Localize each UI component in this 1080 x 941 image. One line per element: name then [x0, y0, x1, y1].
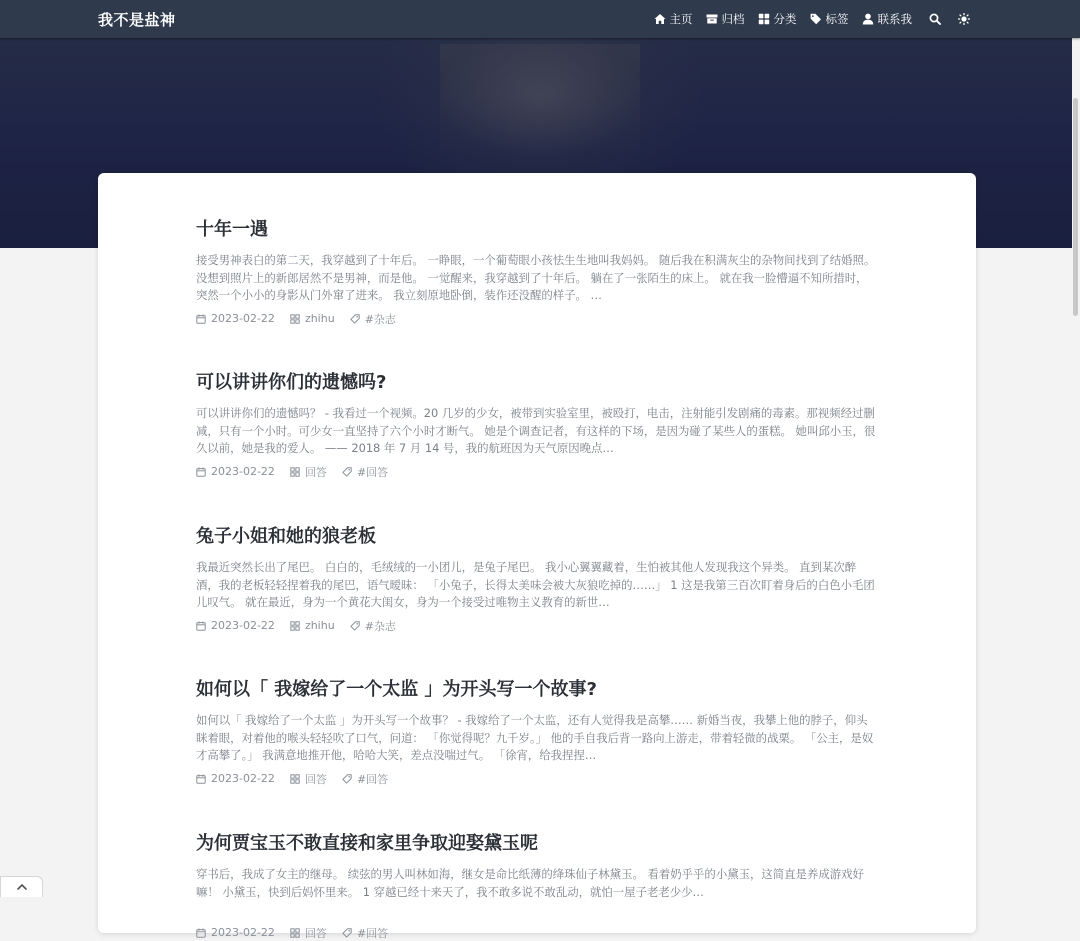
nav-menu	[641, 0, 971, 38]
post-category[interactable]	[290, 464, 327, 480]
post-meta	[196, 925, 878, 941]
post-item	[196, 832, 878, 941]
search-button[interactable]	[929, 13, 941, 25]
post-meta	[196, 464, 878, 480]
post-date-text: 2023-02-22	[211, 926, 275, 939]
nav-item-home[interactable]	[654, 11, 693, 27]
post-excerpt: 接受男神表白的第二天，我穿越到了十年后。 一睁眼，一个葡萄眼小孩怯生生地叫我妈妈。 随后我在积满灰尘的杂物间找到了结婚照。 没想到照片上的新郎居然不是男神，而是他。 一觉醒来，我穿越到了十年后。 躺在了一张陌生的床上。 就在我一脸懵逼不知所措时，突然一个小小的身影从门外窜了进来。 我立刻原地卧倒，装作还没醒的样子。 …	[196, 253, 876, 302]
category-icon	[290, 774, 300, 784]
theme-toggle-button[interactable]	[958, 13, 970, 25]
post-item	[196, 371, 878, 480]
tag-icon	[342, 774, 352, 784]
post-excerpt: 如何以「 我嫁给了一个太监 」为开头写一个故事？ - 我嫁给了一个太监，还有人觉得我是高攀…… 新婚当夜，我攀上他的脖子，仰头眯着眼，对着他的喉头轻轻吹了口气，问道： 「你觉得呢？九千岁。」 他的手自我后背一路向上游走，带着轻微的战栗。 「公主，是奴才高攀了。」 我满意地推开他，哈哈大笑，差点没喘过气。 「徐宵，给我捏捏…	[196, 713, 874, 762]
post-list-card	[98, 173, 976, 940]
post-excerpt: 我最近突然长出了尾巴。 白白的，毛绒绒的一小团儿，是兔子尾巴。 我小心翼翼藏着，生怕被其他人发现我这个异类。 直到某次醉酒，我的老板轻轻捏着我的尾巴，语气暧昧： 「小兔子，长得太美味会被大灰狼吃掉的……」 1 这是我第三百次盯着身后的白色小毛团儿叹气。 就在最近，身为一个黄花大闺女，身为一个接受过唯物主义教育的新世…	[196, 560, 875, 609]
category-icon	[290, 467, 300, 477]
post-tag[interactable]	[342, 464, 388, 480]
hero-building-shadow	[440, 44, 640, 154]
post-date-text: 2023-02-22	[211, 465, 275, 478]
post-tag-text: #杂志	[364, 312, 396, 326]
post-tag[interactable]	[342, 925, 388, 941]
top-navbar	[0, 0, 1080, 38]
post-category[interactable]	[290, 312, 335, 325]
post-category-text: 回答	[304, 926, 327, 940]
nav-item-label: 联系我	[877, 12, 912, 26]
post-date	[196, 312, 275, 325]
tag-icon	[350, 621, 360, 631]
post-meta	[196, 311, 878, 327]
tag-icon	[342, 928, 352, 938]
page-scrollbar[interactable]	[1072, 38, 1080, 897]
post-category[interactable]	[290, 925, 327, 941]
post-date	[196, 772, 275, 785]
post-category[interactable]	[290, 771, 327, 787]
nav-item-label: 分类	[773, 12, 797, 26]
back-to-top-button[interactable]	[0, 876, 43, 897]
category-icon	[290, 314, 300, 324]
post-tag[interactable]	[350, 618, 396, 634]
calendar-icon	[196, 928, 206, 938]
calendar-icon	[196, 774, 206, 784]
post-excerpt: 可以讲讲你们的遗憾吗？ - 我看过一个视频。20 几岁的少女，被带到实验室里，被殴打，电击，注射能引发剧痛的毒素。那视频经过删减，只有一个小时。可少女一直坚持了六个小时才断气。 她是个调查记者，有这样的下场，是因为碰了某些人的蛋糕。 她叫邱小玉，很久以前，她是我的爱人。 —— 2018 年 7 月 14 号，我的航班因为天气原因晚点…	[196, 406, 876, 455]
scrollbar-thumb[interactable]	[1073, 98, 1078, 316]
nav-item-label: 归档	[721, 12, 745, 26]
post-category[interactable]	[290, 619, 335, 632]
post-title[interactable]: 兔子小姐和她的狼老板	[196, 526, 376, 547]
post-title[interactable]: 可以讲讲你们的遗憾吗?	[196, 372, 387, 393]
post-meta	[196, 771, 878, 787]
category-icon	[758, 13, 770, 25]
nav-item-archive[interactable]	[706, 11, 745, 27]
site-title[interactable]: 我不是盐神	[98, 11, 176, 29]
calendar-icon	[196, 467, 206, 477]
user-icon	[862, 13, 874, 25]
post-meta	[196, 618, 878, 634]
post-item	[196, 678, 878, 787]
post-tag-text: #回答	[356, 772, 389, 786]
post-tag-text: #杂志	[364, 619, 396, 633]
post-tag-text: #回答	[356, 926, 389, 940]
nav-item-contact[interactable]	[862, 11, 913, 27]
post-item	[196, 525, 878, 634]
sun-icon	[958, 13, 970, 25]
archive-icon	[706, 13, 718, 25]
nav-item-label: 主页	[669, 12, 693, 26]
post-date-text: 2023-02-22	[211, 619, 275, 632]
post-item	[196, 218, 878, 327]
category-icon	[290, 928, 300, 938]
home-icon	[654, 13, 666, 25]
nav-item-label: 标签	[825, 12, 849, 26]
post-category-text: 回答	[304, 772, 327, 786]
calendar-icon	[196, 621, 206, 631]
post-title[interactable]: 十年一遇	[196, 219, 268, 240]
post-date	[196, 465, 275, 478]
post-date-text: 2023-02-22	[211, 772, 275, 785]
post-category-text: 回答	[304, 465, 327, 479]
post-tag[interactable]	[342, 771, 388, 787]
post-date-text: 2023-02-22	[211, 312, 275, 325]
post-category-text: zhihu	[304, 619, 335, 632]
tag-icon	[350, 314, 360, 324]
post-tag-text: #回答	[356, 465, 389, 479]
post-category-text: zhihu	[304, 312, 335, 325]
post-date	[196, 619, 275, 632]
post-title[interactable]: 如何以「 我嫁给了一个太监 」为开头写一个故事?	[196, 679, 597, 700]
chevron-up-icon	[16, 881, 28, 893]
nav-item-category[interactable]	[758, 11, 797, 27]
category-icon	[290, 621, 300, 631]
nav-item-tags[interactable]	[810, 11, 849, 27]
post-title[interactable]: 为何贾宝玉不敢直接和家里争取迎娶黛玉呢	[196, 833, 538, 854]
post-tag[interactable]	[350, 311, 396, 327]
search-icon	[929, 13, 941, 25]
post-date	[196, 926, 275, 939]
tag-icon	[342, 467, 352, 477]
tag-icon	[810, 13, 822, 25]
post-excerpt: 穿书后，我成了女主的继母。 续弦的男人叫林如海，继女是命比纸薄的绛珠仙子林黛玉。 看着奶乎乎的小黛玉，这简直是养成游戏好嘛！ 小黛玉，快到后妈怀里来。 1 穿越已经十来天了，我不敢多说不敢乱动，就怕一屋子老老少少…	[196, 867, 864, 899]
calendar-icon	[196, 314, 206, 324]
